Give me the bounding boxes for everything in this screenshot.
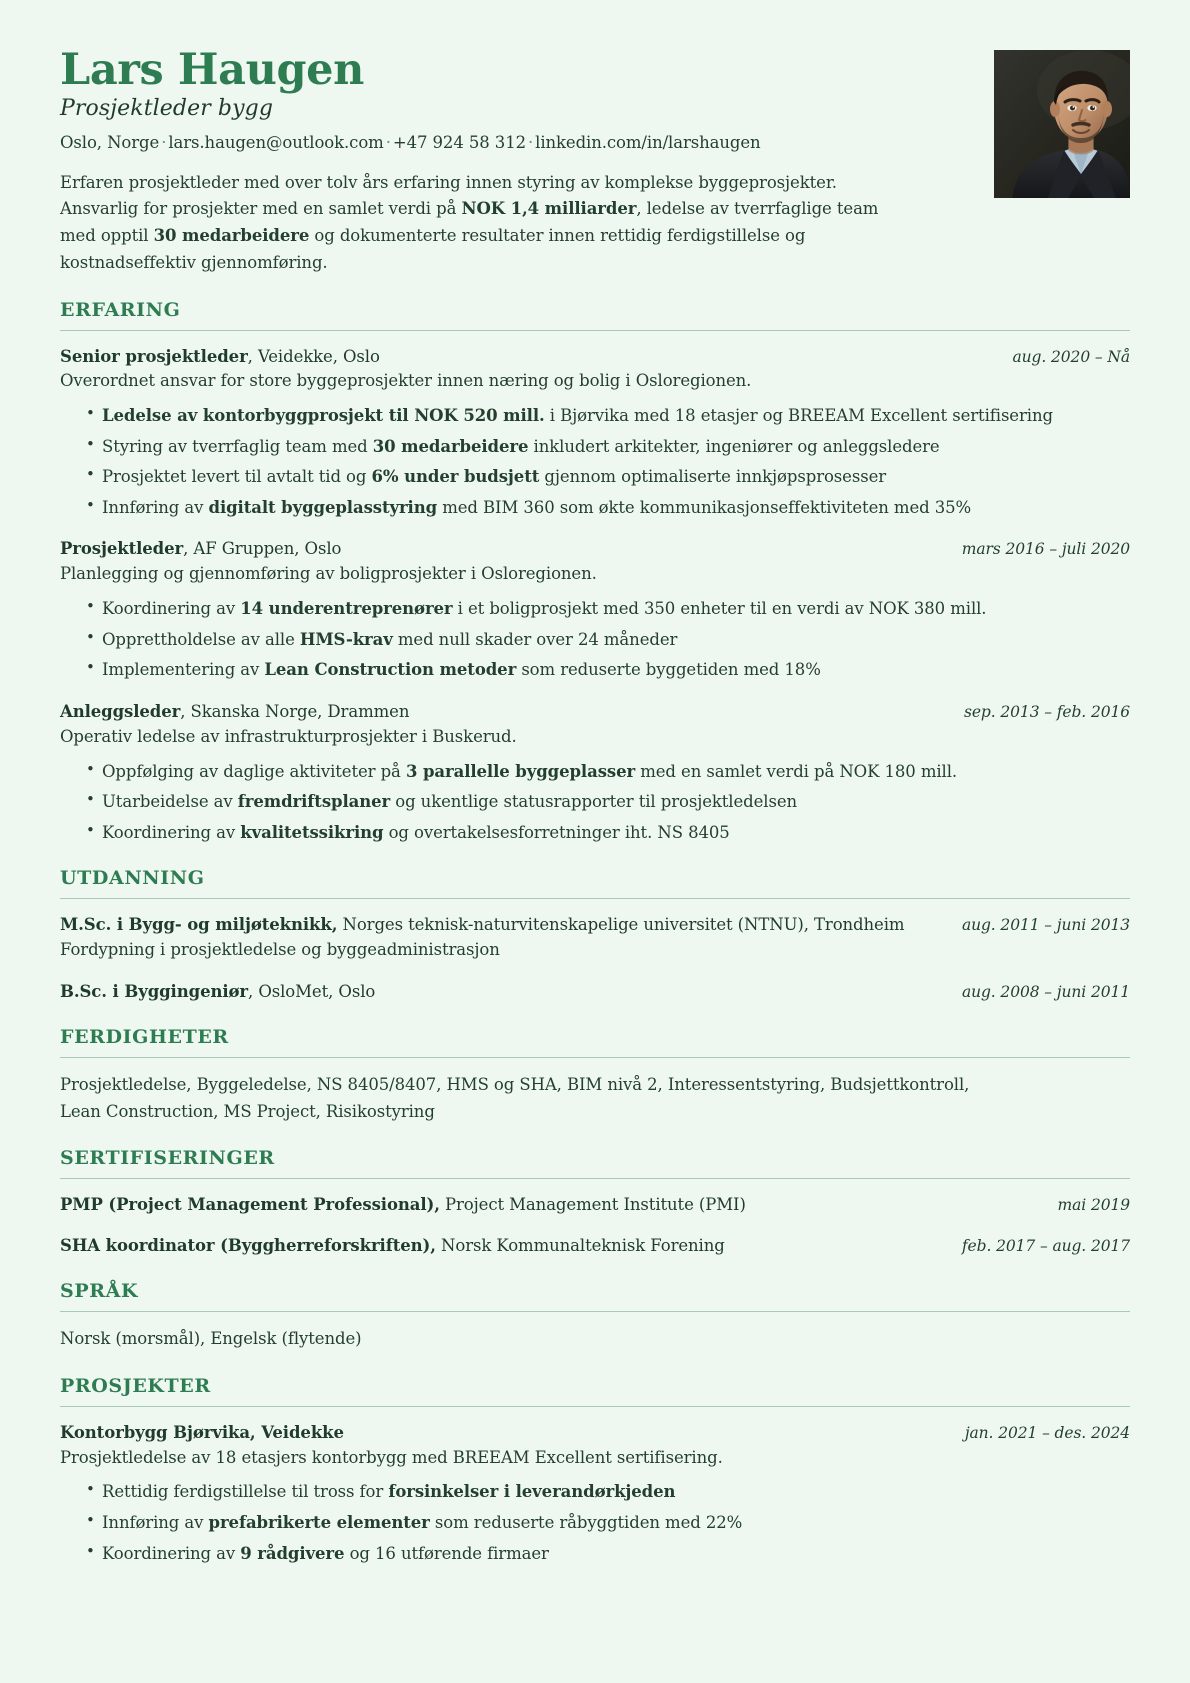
list-item: • Styring av tverrfaglig team med 30 medarbeidere inkludert arkitekter, ingeniører og anleggsledere — [86, 434, 1130, 460]
entry-title: M.Sc. i Bygg- og miljøteknikk, Norges teknisk-naturvitenskapelige universitet (NTNU), Trondheim — [60, 915, 905, 935]
list-item: • Ledelse av kontorbyggprosjekt til NOK 520 mill. i Bjørvika med 18 etasjer og BREEAM Excellent sertifisering — [86, 403, 1130, 429]
entry-subtitle: Prosjektledelse av 18 etasjers kontorbygg med BREEAM Excellent sertifisering. — [60, 1447, 723, 1467]
section-ferdigheter — [60, 1026, 1130, 1125]
page-title: Lars Haugen — [60, 45, 364, 95]
entry-header — [60, 537, 1130, 561]
section-heading: SERTIFISERINGER — [60, 1147, 275, 1170]
entry-title: Kontorbygg Bjørvika, Veidekke — [60, 1422, 344, 1442]
entry-header — [60, 913, 1130, 937]
bullet-list — [60, 403, 1130, 520]
list-item: • Opprettholdelse av alle HMS-krav med null skader over 24 måneder — [86, 627, 1130, 653]
section-body-text: Norsk (morsmål), Engelsk (flytende) — [60, 1329, 362, 1349]
entry-header — [60, 1234, 1130, 1258]
entry-date: aug. 2011 – juni 2013 — [961, 916, 1130, 935]
entry — [60, 913, 1130, 963]
entry — [60, 1234, 1130, 1258]
entry — [60, 1193, 1130, 1217]
entry-title: Prosjektleder, AF Gruppen, Oslo — [60, 539, 342, 559]
job-role-subtitle: Prosjektleder bygg — [60, 95, 274, 121]
entry-title: PMP (Project Management Professional), Project Management Institute (PMI) — [60, 1195, 746, 1215]
entry-date: sep. 2013 – feb. 2016 — [964, 702, 1130, 721]
avatar — [994, 50, 1130, 198]
section-språk — [60, 1280, 1130, 1353]
list-item: • Utarbeidelse av fremdriftsplaner og ukentlige statusrapporter til prosjektledelsen — [86, 789, 1130, 815]
section-prosjekter — [60, 1375, 1130, 1566]
entry-subtitle: Fordypning i prosjektledelse og byggeadministrasjon — [60, 940, 500, 960]
section-divider — [60, 1311, 1130, 1312]
list-item: • Prosjektet levert til avtalt tid og 6% under budsjett gjennom optimaliserte innkjøpsprosesser — [86, 464, 1130, 490]
list-item: • Koordinering av kvalitetssikring og overtakelsesforretninger iht. NS 8405 — [86, 820, 1130, 846]
portrait-photo-icon — [994, 50, 1130, 198]
resume-header — [60, 45, 1130, 277]
list-item: • Koordinering av 14 underentreprenører i et boligprosjekt med 350 enheter til en verdi av NOK 380 mill. — [86, 596, 1130, 622]
entry-subtitle: Planlegging og gjennomføring av boligprosjekter i Osloregionen. — [60, 564, 597, 584]
entry-header — [60, 980, 1130, 1004]
entry — [60, 345, 1130, 521]
list-item: • Oppfølging av daglige aktiviteter på 3 parallelle byggeplasser med en samlet verdi på NOK 180 mill. — [86, 759, 1130, 785]
entry-date: mars 2016 – juli 2020 — [961, 540, 1130, 559]
resume-sections — [60, 299, 1130, 1567]
contact-location: Oslo, Norge — [60, 132, 160, 152]
contact-separator-3: · — [528, 132, 534, 152]
section-sertifiseringer — [60, 1147, 1130, 1258]
section-heading: ERFARING — [60, 298, 181, 321]
entry-date: mai 2019 — [1057, 1196, 1130, 1215]
bullet-list — [60, 1479, 1130, 1566]
contact-separator-2: · — [385, 132, 391, 152]
section-heading: FERDIGHETER — [60, 1025, 229, 1048]
contact-email[interactable]: lars.haugen@outlook.com — [168, 132, 384, 152]
section-divider — [60, 1057, 1130, 1058]
list-item: • Innføring av prefabrikerte elementer som reduserte råbyggtiden med 22% — [86, 1510, 1130, 1536]
section-divider — [60, 330, 1130, 331]
contact-phone[interactable]: +47 924 58 312 — [392, 132, 526, 152]
entry-title: SHA koordinator (Byggherreforskriften), Norsk Kommunalteknisk Forening — [60, 1236, 725, 1256]
bullet-list — [60, 596, 1130, 683]
entry — [60, 700, 1130, 845]
entry-date: aug. 2020 – Nå — [1012, 347, 1130, 366]
entry-date: jan. 2021 – des. 2024 — [964, 1423, 1130, 1442]
entry-subtitle: Overordnet ansvar for store byggeprosjekter innen næring og bolig i Osloregionen. — [60, 371, 752, 391]
section-heading: SPRÅK — [60, 1280, 139, 1303]
entry-title: B.Sc. i Byggingeniør, OsloMet, Oslo — [60, 981, 376, 1001]
entry — [60, 1421, 1130, 1566]
entry-date: feb. 2017 – aug. 2017 — [961, 1237, 1130, 1256]
entry-header — [60, 345, 1130, 369]
section-divider — [60, 1406, 1130, 1407]
list-item: • Innføring av digitalt byggeplasstyring med BIM 360 som økte kommunikasjonseffektiviteten med 35% — [86, 495, 1130, 521]
entry-header — [60, 1421, 1130, 1445]
section-body-text: Prosjektledelse, Byggeledelse, NS 8405/8407, HMS og SHA, BIM nivå 2, Interessentstyring, Budsjettkontroll, Lean Construction, MS Project, Risikostyring — [60, 1074, 970, 1121]
entry — [60, 980, 1130, 1004]
entry-header — [60, 700, 1130, 724]
contact-separator-1: · — [161, 132, 167, 152]
contact-line — [60, 131, 1130, 154]
entry-title: Anleggsleder, Skanska Norge, Drammen — [60, 701, 410, 721]
entry-title: Senior prosjektleder, Veidekke, Oslo — [60, 346, 380, 366]
section-utdanning — [60, 867, 1130, 1004]
contact-linkedin[interactable]: linkedin.com/in/larshaugen — [535, 132, 761, 152]
section-divider — [60, 1178, 1130, 1179]
bullet-list — [60, 759, 1130, 846]
list-item: • Rettidig ferdigstillelse til tross for forsinkelser i leverandørkjeden — [86, 1479, 1130, 1505]
section-erfaring — [60, 299, 1130, 846]
section-heading: UTDANNING — [60, 867, 205, 890]
list-item: • Koordinering av 9 rådgivere og 16 utførende firmaer — [86, 1541, 1130, 1567]
entry-header — [60, 1193, 1130, 1217]
section-divider — [60, 898, 1130, 899]
section-heading: PROSJEKTER — [60, 1374, 211, 1397]
entry — [60, 537, 1130, 682]
entry-date: aug. 2008 – juni 2011 — [961, 982, 1130, 1001]
list-item: • Implementering av Lean Construction metoder som reduserte byggetiden med 18% — [86, 657, 1130, 683]
entry-subtitle: Operativ ledelse av infrastrukturprosjekter i Buskerud. — [60, 726, 517, 746]
profile-summary: Erfaren prosjektleder med over tolv års erfaring innen styring av komplekse byggeprosjekter. Ansvarlig for prosjekter med en samlet verdi på NOK 1,4 milliarder, ledelse av tverrfaglige team med opptil 30 medarbeidere og dokumenterte resultater innen rettidig ferdigstillelse og kostnadseffektiv gjennomføring. — [60, 172, 879, 272]
